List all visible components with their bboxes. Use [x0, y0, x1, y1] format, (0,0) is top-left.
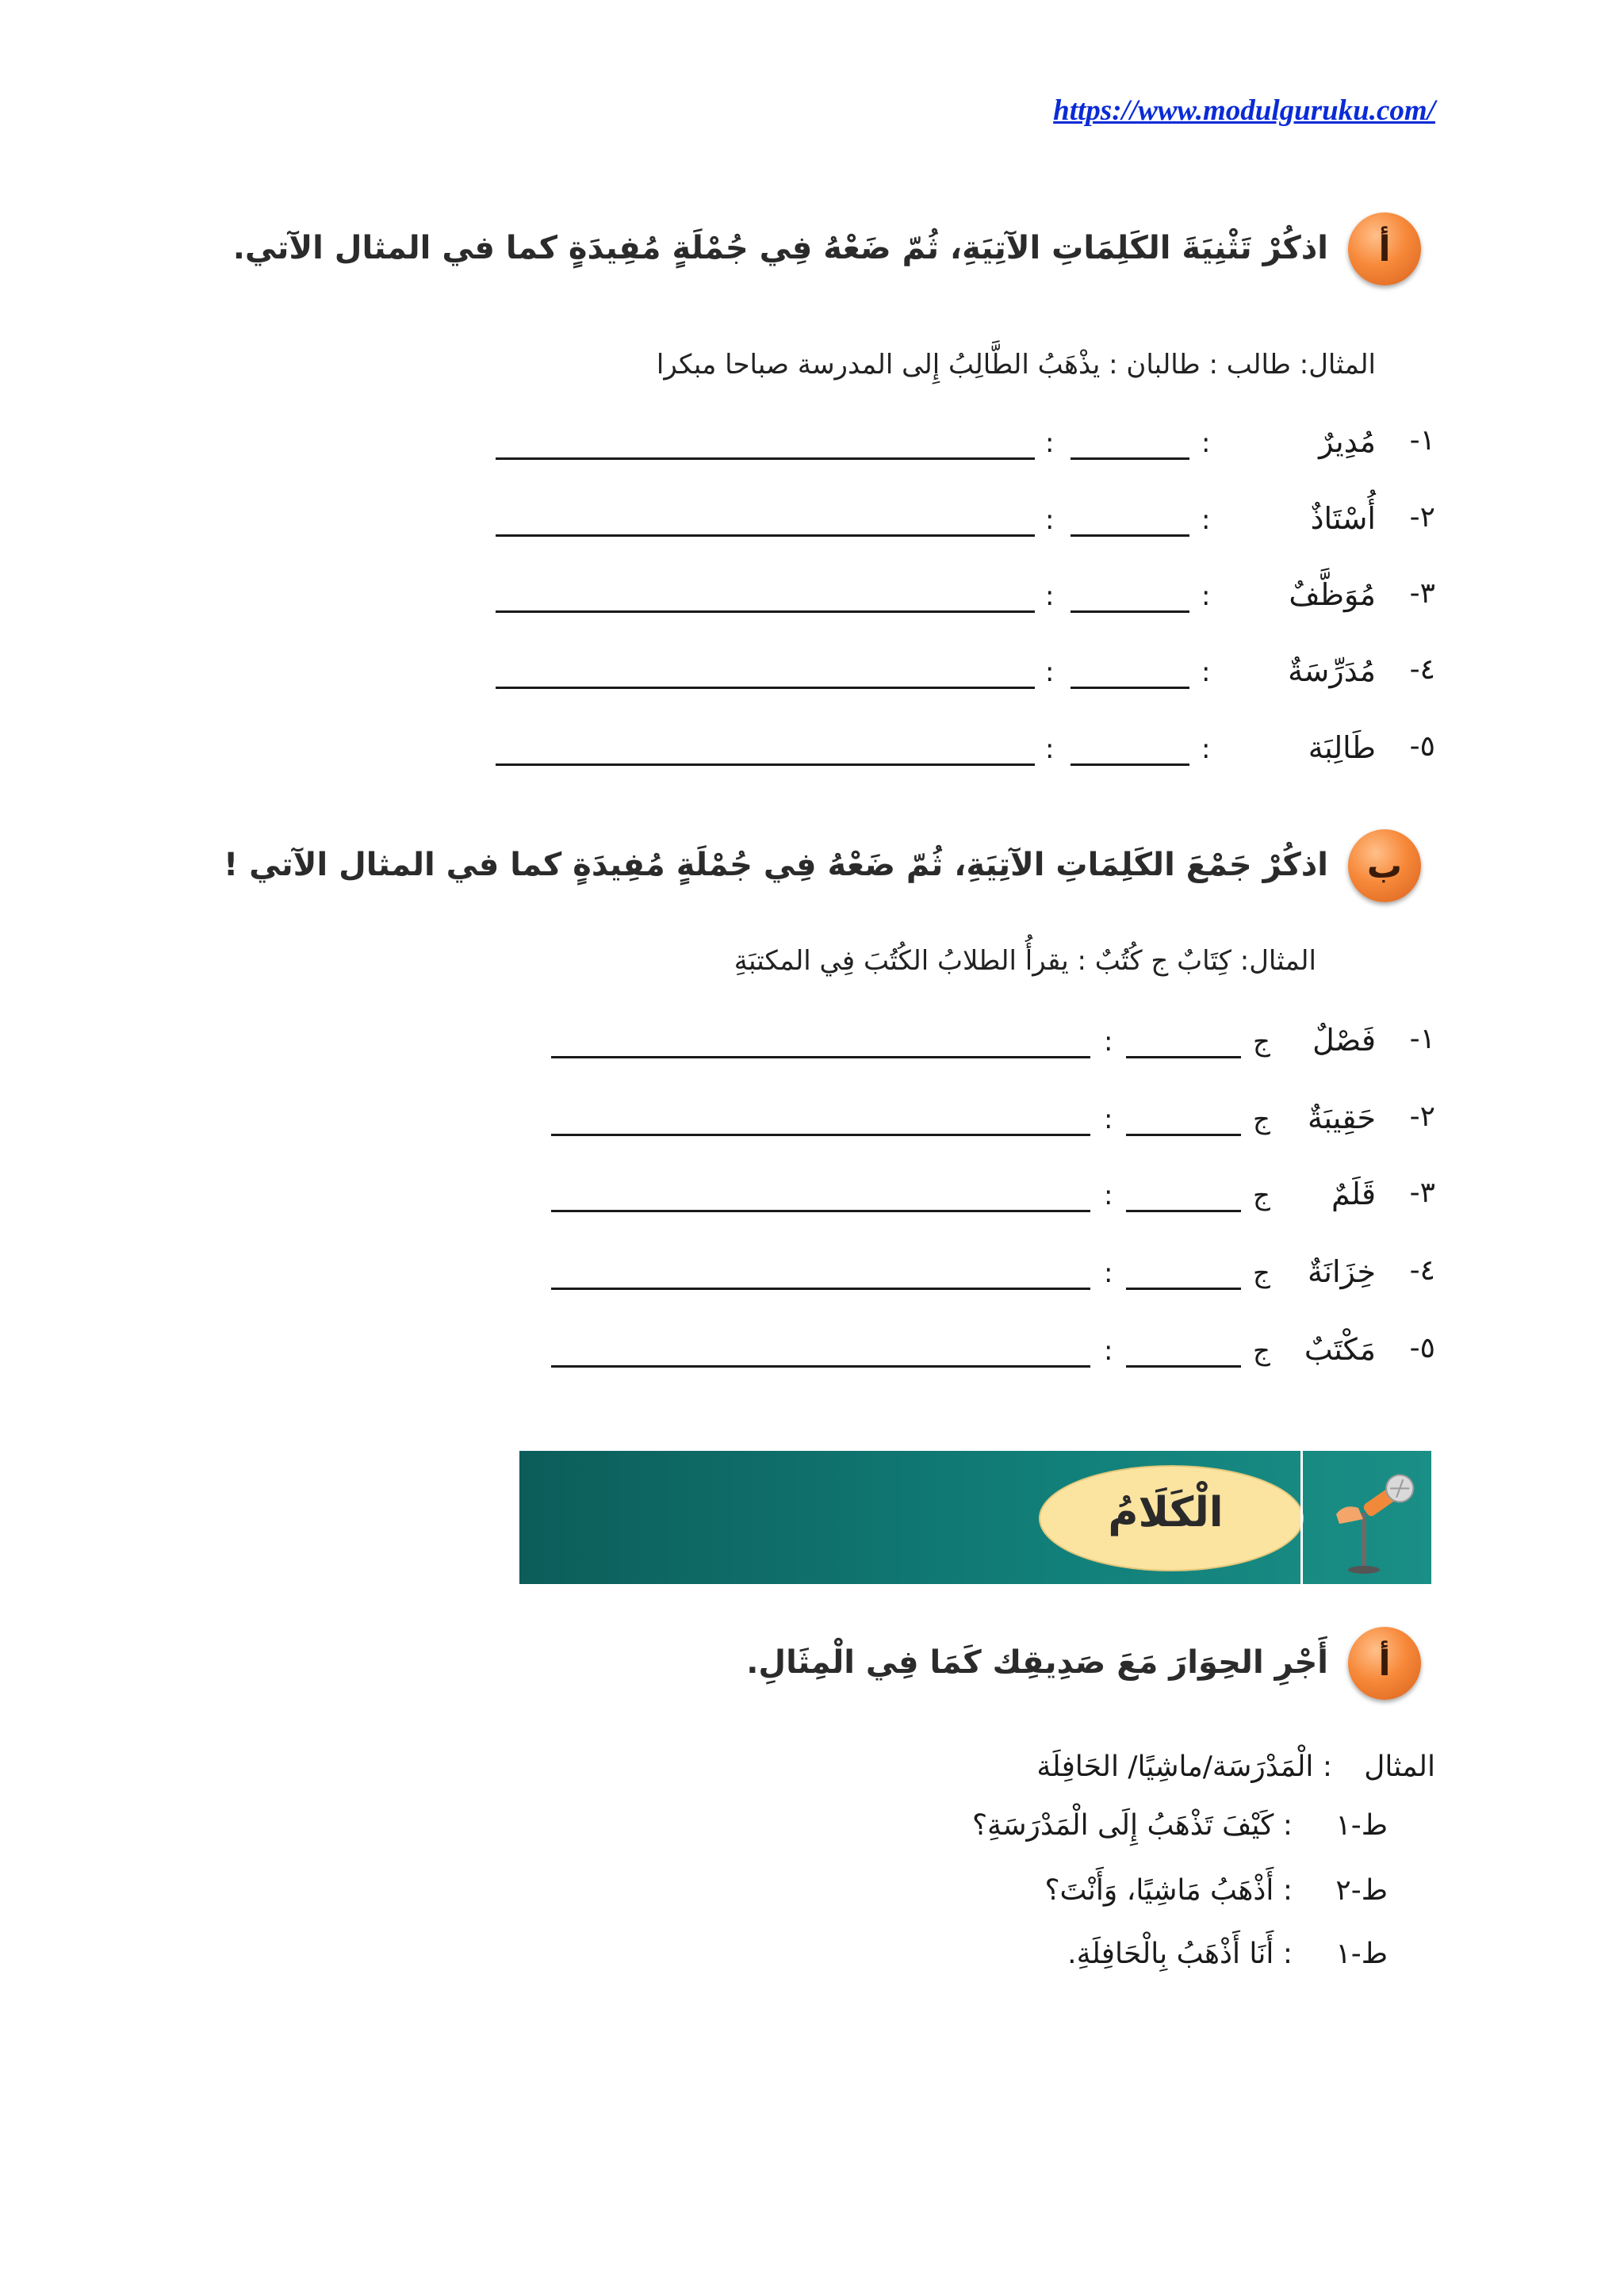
answer-blank-long[interactable]: [551, 1365, 1090, 1368]
table-row: [0, 424, 1624, 472]
item-number: ١-: [1409, 1023, 1435, 1055]
answer-blank-short[interactable]: [1126, 1288, 1241, 1290]
dialog-line: : أَنَا أَذْهَبُ بِالْحَافِلَةِ.: [1067, 1938, 1293, 1970]
colon: :: [1201, 504, 1211, 536]
answer-blank-short[interactable]: [1126, 1365, 1241, 1368]
item-number: ٣-: [1409, 577, 1435, 610]
colon: :: [1104, 1026, 1113, 1058]
item-number: ٣-: [1409, 1177, 1435, 1209]
plural-marker: ج: [1253, 1180, 1270, 1211]
plural-marker: ج: [1253, 1257, 1270, 1289]
item-number: ٢-: [1409, 501, 1435, 534]
colon: :: [1201, 427, 1211, 459]
colon: :: [1045, 427, 1055, 459]
item-word: فَصْلٌ: [1312, 1023, 1376, 1058]
item-number: ٤-: [1409, 653, 1435, 686]
table-row: [0, 501, 1624, 549]
answer-blank-short[interactable]: [1126, 1134, 1241, 1136]
banner-divider: [1300, 1451, 1303, 1584]
answer-blank-long[interactable]: [551, 1056, 1090, 1058]
example-text: : الْمَدْرَسَة/ماشِيًا/ الحَافِلَة: [1036, 1751, 1332, 1783]
item-word: خِزَانَةٌ: [1308, 1254, 1376, 1289]
section-b-instruction: اذكُرْ جَمْعَ الكَلِمَاتِ الآتِيَةِ، ثُمّ ضَعْهُ فِي جُمْلَةٍ مُفِيدَةٍ كما في المثال الآتي !: [224, 847, 1328, 883]
answer-blank-long[interactable]: [551, 1134, 1090, 1136]
answer-blank-short[interactable]: [1071, 457, 1189, 460]
colon: :: [1201, 656, 1211, 688]
answer-blank-short[interactable]: [1071, 763, 1189, 766]
answer-blank-short[interactable]: [1126, 1056, 1241, 1058]
item-word: قَلَمٌ: [1331, 1177, 1376, 1211]
item-word: حَقِيبَةٌ: [1307, 1100, 1376, 1135]
table-row: [0, 1254, 1624, 1302]
item-number: ١-: [1409, 424, 1435, 457]
dialog-line: : أَذْهَبُ مَاشِيًا، وَأَنْتَ؟: [1044, 1874, 1293, 1907]
table-row: [0, 653, 1624, 701]
item-number: ٥-: [1409, 1332, 1435, 1364]
colon: :: [1104, 1257, 1113, 1289]
answer-blank-short[interactable]: [1126, 1210, 1241, 1212]
plural-marker: ج: [1253, 1026, 1270, 1058]
section-a-instruction: اذكُرْ تَثْنِيَةَ الكَلِمَاتِ الآتِيَةِ، ثُمّ ضَعْهُ فِي جُمْلَةٍ مُفِيدَةٍ كما في المثال الآتي.: [232, 230, 1328, 266]
dialog-speaker: ط-٢: [1335, 1874, 1388, 1907]
item-word: مُدَرِّسَةٌ: [1288, 653, 1376, 688]
item-word: مُوَظَّفٌ: [1289, 577, 1376, 612]
table-row: [0, 1177, 1624, 1224]
answer-blank-long[interactable]: [551, 1288, 1090, 1290]
dialog-speaker: ط-١: [1335, 1809, 1388, 1842]
section-b-example: المثال: كِتَابٌ ج كُتُبٌ : يقرأُ الطلابُ الكُتُبَ فِي المكتبَةِ: [733, 945, 1316, 977]
colon: :: [1045, 504, 1055, 536]
table-row: [0, 1100, 1624, 1148]
section-a-badge: أ: [1348, 212, 1421, 285]
dialog-speaker: ط-١: [1335, 1938, 1388, 1970]
section-kalam-badge: أ: [1348, 1627, 1421, 1700]
table-row: [0, 1023, 1624, 1070]
item-number: ٤-: [1409, 1254, 1435, 1287]
plural-marker: ج: [1253, 1335, 1270, 1367]
plural-marker: ج: [1253, 1104, 1270, 1135]
item-word: مَكْتَبٌ: [1304, 1332, 1376, 1367]
colon: :: [1045, 656, 1055, 688]
item-number: ٢-: [1409, 1100, 1435, 1133]
answer-blank-short[interactable]: [1071, 534, 1189, 537]
answer-blank-long[interactable]: [496, 687, 1035, 689]
section-kalam-instruction: أَجْرِ الحِوَارَ مَعَ صَدِيقِك كَمَا فِي الْمِثَالِ.: [746, 1644, 1328, 1681]
microphone-icon: [1312, 1459, 1423, 1578]
answer-blank-long[interactable]: [496, 457, 1035, 460]
example-label: المثال: [1364, 1751, 1435, 1783]
dialog-line: : كَيْفَ تَذْهَبُ إِلَى الْمَدْرَسَةِ؟: [971, 1809, 1293, 1842]
colon: :: [1045, 733, 1055, 765]
item-word: أُسْتَاذٌ: [1310, 501, 1376, 536]
table-row: [0, 577, 1624, 625]
section-b-badge: ب: [1348, 829, 1421, 902]
table-row: [0, 730, 1624, 778]
answer-blank-short[interactable]: [1071, 687, 1189, 689]
colon: :: [1104, 1104, 1113, 1135]
item-number: ٥-: [1409, 730, 1435, 763]
banner-title: الْكَلَامُ: [1108, 1489, 1224, 1536]
answer-blank-long[interactable]: [496, 534, 1035, 537]
answer-blank-long[interactable]: [496, 763, 1035, 766]
colon: :: [1104, 1335, 1113, 1367]
table-row: [0, 1332, 1624, 1380]
item-word: مُدِيرٌ: [1319, 424, 1376, 459]
answer-blank-short[interactable]: [1071, 610, 1189, 613]
colon: :: [1104, 1180, 1113, 1211]
colon: :: [1201, 733, 1211, 765]
website-url[interactable]: https://www.modulguruku.com/: [1053, 94, 1435, 127]
colon: :: [1201, 580, 1211, 612]
answer-blank-long[interactable]: [496, 610, 1035, 613]
section-a-example: المثال: طالب : طالبان : يذْهَبُ الطَّالِبُ إِلى المدرسة صباحا مبكرا: [656, 349, 1376, 381]
item-word: طَالِبَة: [1308, 730, 1376, 765]
colon: :: [1045, 580, 1055, 612]
answer-blank-long[interactable]: [551, 1210, 1090, 1212]
